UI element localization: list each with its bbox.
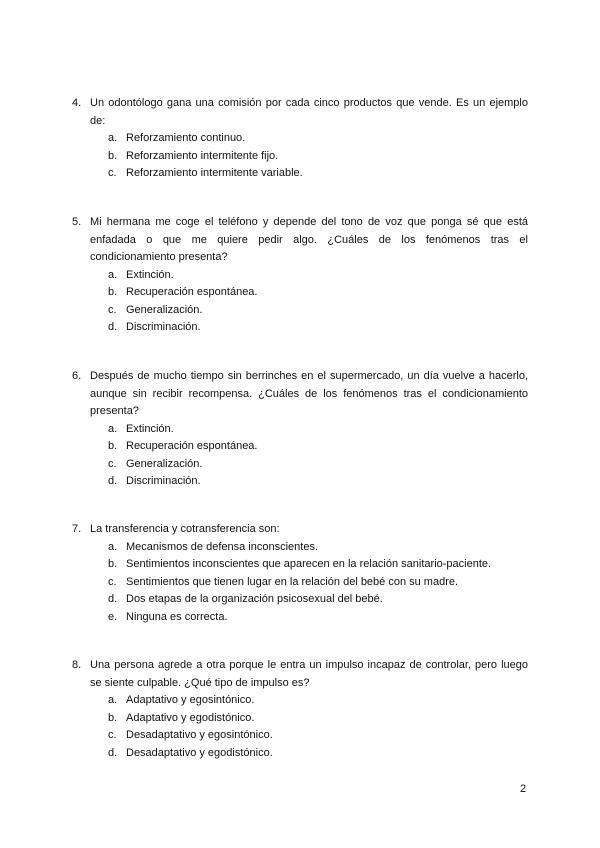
option-letter: d. <box>108 475 118 487</box>
option-letter: c. <box>108 729 117 741</box>
question-text: La transferencia y cotransferencia son: <box>90 523 280 535</box>
question-7 <box>72 521 528 626</box>
option-text: Recuperación espontánea. <box>126 440 258 452</box>
question-5 <box>72 214 528 337</box>
option-item <box>108 539 528 557</box>
options-list <box>72 692 528 762</box>
option-text: Desadaptativo y egosintónico. <box>126 729 273 741</box>
option-letter: c. <box>108 457 117 470</box>
options-list <box>72 421 528 491</box>
option-text: Discriminación. <box>126 321 201 333</box>
option-letter: b. <box>108 149 118 162</box>
option-text: Recuperación espontánea. <box>126 286 258 298</box>
option-letter: b. <box>108 440 118 452</box>
option-item <box>108 692 528 710</box>
option-text: Mecanismos de defensa inconscientes. <box>126 540 318 553</box>
option-text: Desadaptativo y egodistónico. <box>126 746 273 759</box>
option-text: Discriminación. <box>126 475 201 487</box>
question-text: Una persona agrede a otra porque le entra un impulso incapaz de controlar, pero luego se siente culpable. ¿Qué tipo de impulso es? <box>90 659 528 689</box>
question-text: Después de mucho tiempo sin berrinches en el supermercado, un día vuelve a hacerlo, aunque sin recibir recompensa. ¿Cuáles de los fenómenos tras el condicionamiento presenta? <box>90 370 528 417</box>
option-item <box>108 456 528 474</box>
option-item <box>108 727 528 745</box>
option-item <box>108 267 528 285</box>
option-text: Extinción. <box>126 268 174 281</box>
option-item <box>108 130 528 148</box>
question-number: 8. <box>72 659 82 671</box>
option-letter: b. <box>108 286 118 298</box>
option-text: Adaptativo y egodistónico. <box>126 711 255 724</box>
option-item <box>108 609 528 627</box>
option-letter: a. <box>108 268 118 281</box>
option-text: Extinción. <box>126 422 174 435</box>
page-number: 2 <box>520 783 527 795</box>
option-text: Reforzamiento continuo. <box>126 132 246 144</box>
option-item <box>108 302 528 320</box>
options-list <box>72 267 528 337</box>
option-text: Ninguna es correcta. <box>126 610 228 623</box>
option-letter: a. <box>108 132 118 144</box>
option-letter: e. <box>108 610 118 623</box>
option-item <box>108 284 528 302</box>
option-letter: d. <box>108 593 118 605</box>
question-number: 4. <box>72 97 82 109</box>
question-number: 6. <box>72 370 82 382</box>
question-text: Un odontólogo gana una comisión por cada cinco productos que vende. Es un ejemplo de: <box>90 97 528 127</box>
option-text: Adaptativo y egosintónico. <box>126 694 255 706</box>
option-item <box>108 473 528 491</box>
options-list <box>72 539 528 627</box>
option-item <box>108 319 528 337</box>
question-4 <box>72 95 528 183</box>
question-number: 7. <box>72 523 82 535</box>
option-item <box>108 591 528 609</box>
option-letter: c. <box>108 303 117 316</box>
option-item <box>108 574 528 592</box>
option-letter: d. <box>108 746 118 759</box>
option-letter: d. <box>108 321 118 333</box>
option-item <box>108 421 528 439</box>
question-6 <box>72 368 528 491</box>
option-letter: c. <box>108 167 117 179</box>
option-letter: c. <box>108 575 117 588</box>
option-letter: a. <box>108 694 118 706</box>
option-text: Sentimientos inconscientes que aparecen en la relación sanitario-paciente. <box>126 558 492 570</box>
option-text: Dos etapas de la organización psicosexual del bebé. <box>126 593 383 605</box>
question-number: 5. <box>72 216 82 228</box>
option-item <box>108 556 528 574</box>
option-item <box>108 165 528 183</box>
option-text: Reforzamiento intermitente fijo. <box>126 149 279 162</box>
option-text: Generalización. <box>126 303 203 316</box>
question-text: Mi hermana me coge el teléfono y depende del tono de voz que ponga sé que está enfadada o que me quiere pedir algo. ¿Cuáles de los fenómenos tras el condicionamiento presenta? <box>90 216 528 263</box>
option-text: Sentimientos que tienen lugar en la relación del bebé con su madre. <box>126 575 459 588</box>
option-item <box>108 745 528 763</box>
option-item <box>108 438 528 456</box>
option-text: Generalización. <box>126 457 203 470</box>
option-item <box>108 710 528 728</box>
options-list <box>72 130 528 183</box>
option-text: Reforzamiento intermitente variable. <box>126 167 303 179</box>
option-letter: a. <box>108 540 118 553</box>
option-letter: b. <box>108 711 118 724</box>
question-8 <box>72 657 528 762</box>
option-letter: a. <box>108 422 118 435</box>
option-item <box>108 148 528 166</box>
option-letter: b. <box>108 558 118 570</box>
